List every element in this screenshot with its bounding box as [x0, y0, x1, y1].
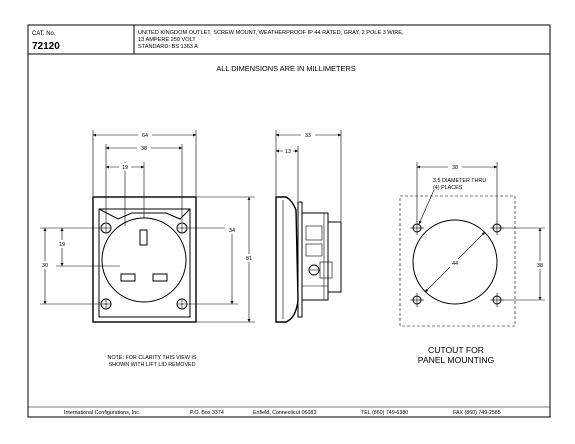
side-socket-rear: [328, 222, 341, 292]
dim-width-small: 19: [122, 165, 128, 171]
dim-width-inner: 38: [141, 146, 147, 152]
cutout-caption-line-2: PANEL MOUNTING: [417, 355, 495, 365]
footer-tel: TEL (860) 749-6380: [361, 410, 409, 416]
dim-height-left-large: 30: [42, 263, 48, 269]
side-view: [276, 130, 341, 322]
note-line-1: NOTE: FOR CLARITY THIS VIEW IS: [107, 355, 197, 361]
hole-leader: [419, 190, 434, 224]
front-earth-slot: [140, 230, 147, 245]
footer-city: Enfield, Connecticut 06083: [253, 410, 317, 416]
dim-depth-overall: 33: [305, 133, 311, 139]
cat-label: CAT. No.: [32, 31, 56, 37]
front-screw-top-right: [177, 223, 187, 233]
note-line-2: SHOWN WITH LIFT LID REMOVED: [108, 362, 196, 368]
front-screw-bottom-right: [177, 299, 187, 309]
front-screw-bottom-left: [101, 299, 111, 309]
footer-company: International Configurations, Inc.: [64, 410, 141, 416]
dim-cutout-width: 38: [452, 165, 458, 171]
front-neutral-slot: [153, 274, 167, 281]
front-outer-body: [93, 197, 196, 322]
dim-height-right-inner: 34: [229, 228, 235, 234]
cutout-view: [400, 162, 547, 365]
dim-height-left-small: 19: [59, 242, 65, 248]
footer-fax: FAX (860) 749-2585: [453, 410, 501, 416]
description-line-1: UNITED KINGDOM OUTLET, SCREW MOUNT, WEATHERPROOF IP 44 RATED, GRAY, 2 POLE 3 WIRE,: [138, 30, 404, 36]
front-socket-face: [102, 218, 186, 302]
front-lid-hinge: [99, 209, 190, 219]
hole-note-line-2: (4) PLACES: [433, 185, 463, 191]
dim-cutout-height: 38: [537, 263, 543, 269]
cutout-caption-line-1: CUTOUT FOR: [427, 345, 485, 355]
description-line-3: STANDARD: BS 1363 A: [138, 44, 198, 50]
dim-height-right-overall: 81: [246, 256, 252, 262]
dim-width-overall: 64: [142, 133, 148, 139]
cat-number: 72120: [32, 41, 60, 52]
front-view: [38, 130, 256, 322]
front-screw-top-left: [101, 223, 111, 233]
side-lid-profile: [276, 197, 298, 322]
description-line-2: 13 AMPERE 250 VOLT: [138, 37, 196, 43]
front-inner-frame: [99, 209, 190, 317]
footer-po-box: P.O. Box 3374: [190, 410, 224, 416]
hole-note-line-1: 3.5 DIAMETER THRU: [433, 178, 487, 184]
dim-depth-partial: 13: [285, 149, 291, 155]
dim-cutout-diameter: 44: [452, 261, 458, 267]
drawing-title: ALL DIMENSIONS ARE IN MILLIMETERS: [216, 64, 356, 73]
front-live-slot: [121, 274, 135, 281]
